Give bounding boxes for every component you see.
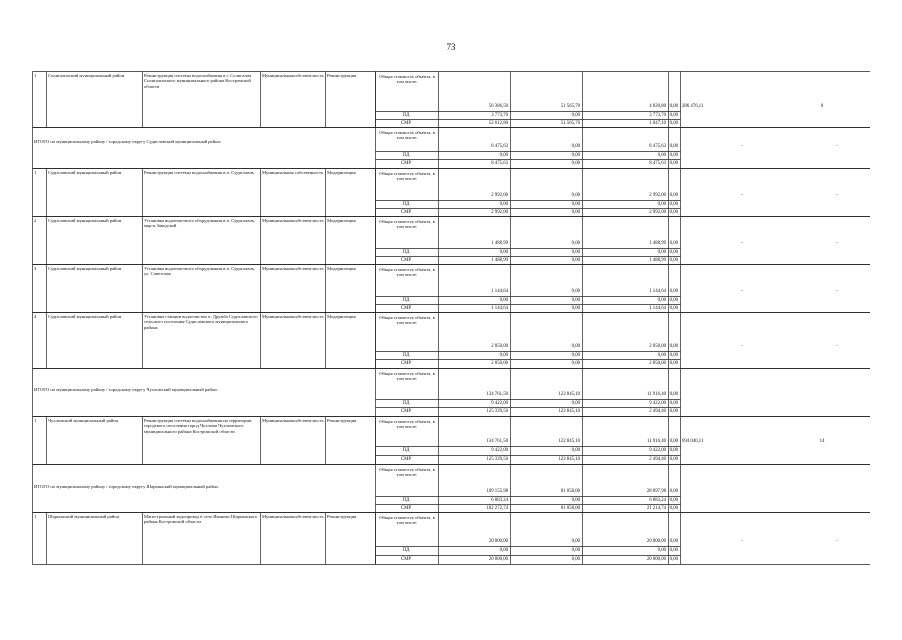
value-total-v1: 1 488,99 — [491, 241, 508, 246]
total-cost-label: Общая стоимость объекта, в том числе: — [379, 515, 435, 526]
value-pd-v3: 3 773,70 — [649, 113, 666, 118]
value-pd-reserve: 0,00 — [669, 298, 678, 303]
value-total-v1: 134 761,50 — [486, 439, 508, 444]
value-smr-reserve: 0,00 — [669, 258, 678, 263]
value-pd-v1: 9 422,00 — [491, 401, 508, 406]
value-pd-v1: 0,00 — [499, 202, 508, 207]
value-smr-v2: 0,00 — [571, 557, 580, 562]
value-total-v3: 11 916,40 — [646, 439, 666, 444]
value-smr-v2: 0,00 — [571, 306, 580, 311]
ownership-type: Муниципальнаясобствен-ность — [262, 218, 324, 223]
value-total-v2: 0,00 — [571, 344, 580, 349]
value-total-v2: 81 058,00 — [560, 489, 580, 494]
object-name: Установка водоочистного оборудования в п. Судиславль, мкр-н Заводской — [144, 218, 255, 229]
value-smr-v2: 0,00 — [571, 161, 580, 166]
value-total-v3: 8 475,63 — [649, 144, 666, 149]
ownership-type: Муниципальнаясобствен-ность — [262, 418, 324, 423]
pd-label: ПД — [402, 250, 410, 255]
district-total-label: ИТОГО по муниципальному району / городскому округу Шарьинский муниципальный район: — [34, 484, 219, 489]
value-total-v3: 1 488,99 — [649, 241, 666, 246]
district-name: Судиславский муниципальный район — [48, 314, 122, 319]
value-smr-v2: 122 845,10 — [558, 409, 580, 414]
value-smr-v2: 51 565,70 — [560, 121, 580, 126]
total-cost-label: Общая стоимость объекта, в том числе: — [379, 267, 435, 278]
value-pd-v1: 0,00 — [499, 353, 508, 358]
value-pd-v1: 0,00 — [499, 548, 508, 553]
row-number: 4 — [34, 314, 37, 319]
district-total-label: ИТОГО по муниципальному району / городскому округу Судиславский муниципальный район: — [34, 139, 222, 144]
value-total-v1: 20 000,00 — [488, 539, 508, 544]
total-cost-label: Общая стоимость объекта, в том числе: — [379, 74, 435, 85]
value-pd-v2: 0,00 — [571, 448, 580, 453]
district-name: Судиславский муниципальный район — [48, 218, 122, 223]
smr-label: СМР — [400, 306, 412, 311]
value-smr-v2: 122 845,10 — [558, 457, 580, 462]
value-pd-reserve: 0,00 — [669, 401, 678, 406]
district-name: Солигаличский муниципальный район — [48, 73, 125, 78]
pd-label: ПД — [402, 353, 410, 358]
value-smr-v2: 0,00 — [571, 258, 580, 263]
value-total-v1: 56 386,50 — [488, 104, 508, 109]
value-pd-reserve: 0,00 — [669, 153, 678, 158]
value-smr-v3: 1 488,99 — [649, 258, 666, 263]
extra-count: - — [836, 193, 838, 198]
work-type: Реконструкция — [327, 418, 357, 423]
value-smr-v1: 52 612,80 — [488, 121, 508, 126]
smr-label: СМР — [400, 557, 412, 562]
value-smr-reserve: 0,00 — [669, 557, 678, 562]
value-total-v1: 8 475,63 — [491, 144, 508, 149]
value-smr-reserve: 0,00 — [669, 121, 678, 126]
extra-capacity: - — [741, 344, 743, 349]
value-smr-v3: 1 047,10 — [649, 121, 666, 126]
total-cost-label: Общая стоимость объекта, в том числе: — [379, 419, 435, 430]
value-pd-v1: 6 883,24 — [491, 498, 508, 503]
extra-capacity: - — [741, 539, 743, 544]
value-total-v1: 2 992,00 — [491, 193, 508, 198]
value-pd-v3: 6 883,24 — [649, 498, 666, 503]
value-total-v2: 0,00 — [571, 539, 580, 544]
district-name: Чухломский муниципальный район — [48, 418, 118, 423]
object-name: Реконструкция системы водоснабжения в п. Судиславль — [144, 170, 254, 175]
value-pd-reserve: 0,00 — [669, 202, 678, 207]
smr-label: СМР — [400, 506, 412, 511]
value-smr-v2: 0,00 — [571, 210, 580, 215]
value-smr-reserve: 0,00 — [669, 409, 678, 414]
value-smr-reserve: 0,00 — [669, 161, 678, 166]
value-total-reserve: 0,00 — [669, 193, 678, 198]
value-smr-reserve: 0,00 — [669, 506, 678, 511]
object-name: Установка станции водоочистки п. Дружба Судиславского сельского поселения Судиславского муниципального района — [144, 314, 258, 330]
ownership-type: Муниципальная собственность — [262, 170, 324, 175]
smr-label: СМР — [400, 361, 412, 366]
pd-label: ПД — [402, 401, 410, 406]
value-pd-v3: 9 422,00 — [649, 448, 666, 453]
smr-label: СМР — [400, 210, 412, 215]
extra-count: 6 — [820, 104, 824, 109]
total-cost-label: Общая стоимость объекта, в том числе: — [379, 371, 435, 382]
value-smr-v3: 2 992,00 — [649, 210, 666, 215]
value-total-v2: 51 565,70 — [560, 104, 580, 109]
extra-count: 14 — [819, 439, 825, 444]
value-total-v2: 0,00 — [571, 193, 580, 198]
work-type: Модернизация — [327, 314, 356, 319]
value-smr-v1: 2 850,00 — [491, 361, 508, 366]
pd-label: ПД — [402, 298, 410, 303]
value-pd-reserve: 0,00 — [669, 498, 678, 503]
pd-label: ПД — [402, 498, 410, 503]
pd-label: ПД — [402, 448, 410, 453]
pd-label: ПД — [402, 202, 410, 207]
smr-label: СМР — [400, 161, 412, 166]
value-pd-v2: 0,00 — [571, 498, 580, 503]
value-total-reserve: 0,00 — [669, 439, 678, 444]
value-total-v2: 0,00 — [571, 144, 580, 149]
value-total-v1: 2 850,00 — [491, 344, 508, 349]
value-pd-v1: 0,00 — [499, 298, 508, 303]
value-pd-v1: 3 773,70 — [491, 113, 508, 118]
value-smr-v3: 2 494,40 — [649, 409, 666, 414]
value-total-v3: 20 000,00 — [646, 539, 666, 544]
value-pd-v3: 0,00 — [657, 353, 666, 358]
total-cost-label: Общая стоимость объекта, в том числе: — [379, 171, 435, 182]
object-name: Установка водоочистного оборудования в п. Судиславль, ул. Советская — [144, 266, 255, 277]
value-pd-reserve: 0,00 — [669, 548, 678, 553]
investment-table — [32, 71, 870, 571]
value-pd-v1: 0,00 — [499, 250, 508, 255]
district-name: Судиславский муниципальный район — [48, 266, 122, 271]
ownership-type: Муниципальнаясобствен-ность — [262, 514, 324, 519]
value-total-reserve: 0,00 — [669, 344, 678, 349]
value-smr-v3: 21 214,74 — [646, 506, 666, 511]
value-total-v1: 109 155,98 — [486, 489, 508, 494]
total-cost-label: Общая стоимость объекта, в том числе: — [379, 467, 435, 478]
row-number: 3 — [34, 266, 37, 271]
row-number: 2 — [34, 218, 37, 223]
extra-count: - — [836, 344, 838, 349]
value-pd-v2: 0,00 — [571, 153, 580, 158]
value-pd-reserve: 0,00 — [669, 353, 678, 358]
value-total-reserve: 0,00 — [669, 539, 678, 544]
value-smr-v2: 0,00 — [571, 361, 580, 366]
value-total-v3: 28 097,98 — [646, 489, 666, 494]
value-total-reserve: 0,00 — [669, 392, 678, 397]
value-total-reserve: 0,00 — [669, 144, 678, 149]
total-cost-label: Общая стоимость объекта, в том числе: — [379, 130, 435, 141]
value-total-v3: 2 992,00 — [649, 193, 666, 198]
work-type: Реконструкция — [327, 514, 357, 519]
total-cost-label: Общая стоимость объекта, в том числе: — [379, 315, 435, 326]
value-smr-v1: 2 992,00 — [491, 210, 508, 215]
value-total-v3: 4 820,80 — [649, 104, 666, 109]
work-type: Модернизация — [327, 170, 356, 175]
value-smr-reserve: 0,00 — [669, 361, 678, 366]
pd-label: ПД — [402, 153, 410, 158]
page-number: 73 — [446, 42, 456, 52]
value-total-v3: 2 850,00 — [649, 344, 666, 349]
smr-label: СМР — [400, 457, 412, 462]
value-pd-v3: 0,00 — [657, 298, 666, 303]
value-total-v3: 11 916,40 — [646, 392, 666, 397]
row-number: 1 — [34, 514, 37, 519]
value-pd-v3: 0,00 — [657, 202, 666, 207]
smr-label: СМР — [400, 409, 412, 414]
value-total-v2: 122 845,10 — [558, 439, 580, 444]
value-smr-v3: 20 000,00 — [646, 557, 666, 562]
total-cost-label: Общая стоимость объекта, в том числе: — [379, 219, 435, 230]
value-smr-reserve: 0,00 — [669, 457, 678, 462]
extra-count: - — [836, 144, 838, 149]
value-pd-v2: 0,00 — [571, 548, 580, 553]
row-number: 1 — [34, 418, 37, 423]
value-smr-v3: 1 144,64 — [649, 306, 666, 311]
pd-label: ПД — [402, 113, 410, 118]
value-pd-v1: 0,00 — [499, 153, 508, 158]
value-total-v2: 122 845,10 — [558, 392, 580, 397]
ownership-type: Муниципальнаясобствен-ность — [262, 266, 324, 271]
value-pd-reserve: 0,00 — [669, 250, 678, 255]
value-smr-v1: 20 000,00 — [488, 557, 508, 562]
value-total-reserve: 0,00 — [669, 241, 678, 246]
work-type: Модернизация — [327, 266, 356, 271]
object-name: Магистральный водопровод в селе Иваново Шарьинского района Костромской области — [144, 514, 258, 525]
object-name: Реконструкция системы водоснабжения в г. Солигалич Солигаличского муниципального района Костромской области — [144, 73, 252, 89]
value-smr-v1: 102 272,74 — [486, 506, 508, 511]
extra-capacity: - — [741, 193, 743, 198]
value-total-reserve: 0,00 — [669, 289, 678, 294]
pd-label: ПД — [402, 548, 410, 553]
extra-count: - — [836, 539, 838, 544]
smr-label: СМР — [400, 121, 412, 126]
smr-label: СМР — [400, 258, 412, 263]
work-type: Реконструкция — [327, 73, 357, 78]
value-total-v1: 1 144,64 — [491, 289, 508, 294]
value-pd-v2: 0,00 — [571, 401, 580, 406]
value-pd-v3: 0,00 — [657, 548, 666, 553]
district-name: Шарьинский муниципальный район — [48, 514, 119, 519]
value-pd-v3: 0,00 — [657, 250, 666, 255]
district-name: Судиславский муниципальный район — [48, 170, 122, 175]
extra-count: - — [836, 289, 838, 294]
row-number: 1 — [34, 170, 37, 175]
value-pd-v2: 0,00 — [571, 353, 580, 358]
value-pd-reserve: 0,00 — [669, 113, 678, 118]
extra-capacity: - — [741, 241, 743, 246]
value-smr-v3: 2 494,40 — [649, 457, 666, 462]
value-smr-v1: 1 144,64 — [491, 306, 508, 311]
value-total-v2: 0,00 — [571, 289, 580, 294]
value-pd-reserve: 0,00 — [669, 448, 678, 453]
value-smr-v1: 8 475,63 — [491, 161, 508, 166]
value-pd-v3: 0,00 — [657, 153, 666, 158]
value-pd-v3: 9 422,00 — [649, 401, 666, 406]
value-smr-v2: 81 058,00 — [560, 506, 580, 511]
object-name: Реконструкция системы водоснабжения на территории городского поселения город Чухлома Чухломского муниципального района Костромской области — [144, 418, 252, 434]
value-smr-reserve: 0,00 — [669, 210, 678, 215]
value-smr-v1: 125 339,50 — [486, 457, 508, 462]
extra-capacity: 286 476,11 — [682, 104, 704, 109]
value-pd-v1: 9 422,00 — [491, 448, 508, 453]
value-pd-v2: 0,00 — [571, 202, 580, 207]
work-type: Модернизация — [327, 218, 356, 223]
value-total-v3: 1 144,64 — [649, 289, 666, 294]
value-smr-reserve: 0,00 — [669, 306, 678, 311]
value-smr-v3: 8 475,63 — [649, 161, 666, 166]
value-total-reserve: 0,00 — [669, 104, 678, 109]
district-total-label: ИТОГО по муниципальному району / городскому округу Чухломский муниципальный район: — [34, 387, 218, 392]
ownership-type: Муниципальнаясобствен-ность — [262, 314, 324, 319]
value-pd-v2: 0,00 — [571, 113, 580, 118]
value-pd-v2: 0,00 — [571, 250, 580, 255]
extra-capacity: - — [741, 144, 743, 149]
extra-count: - — [836, 241, 838, 246]
value-total-v1: 134 761,50 — [486, 392, 508, 397]
value-pd-v2: 0,00 — [571, 298, 580, 303]
row-number: 1 — [34, 73, 37, 78]
extra-capacity: - — [741, 289, 743, 294]
ownership-type: Муниципальнаясобствен-ность — [262, 73, 324, 78]
value-total-reserve: 0,00 — [669, 489, 678, 494]
value-smr-v1: 1 488,99 — [491, 258, 508, 263]
value-smr-v1: 125 339,50 — [486, 409, 508, 414]
extra-capacity: 694 040,11 — [682, 439, 704, 444]
value-total-v2: 0,00 — [571, 241, 580, 246]
value-smr-v3: 2 850,00 — [649, 361, 666, 366]
